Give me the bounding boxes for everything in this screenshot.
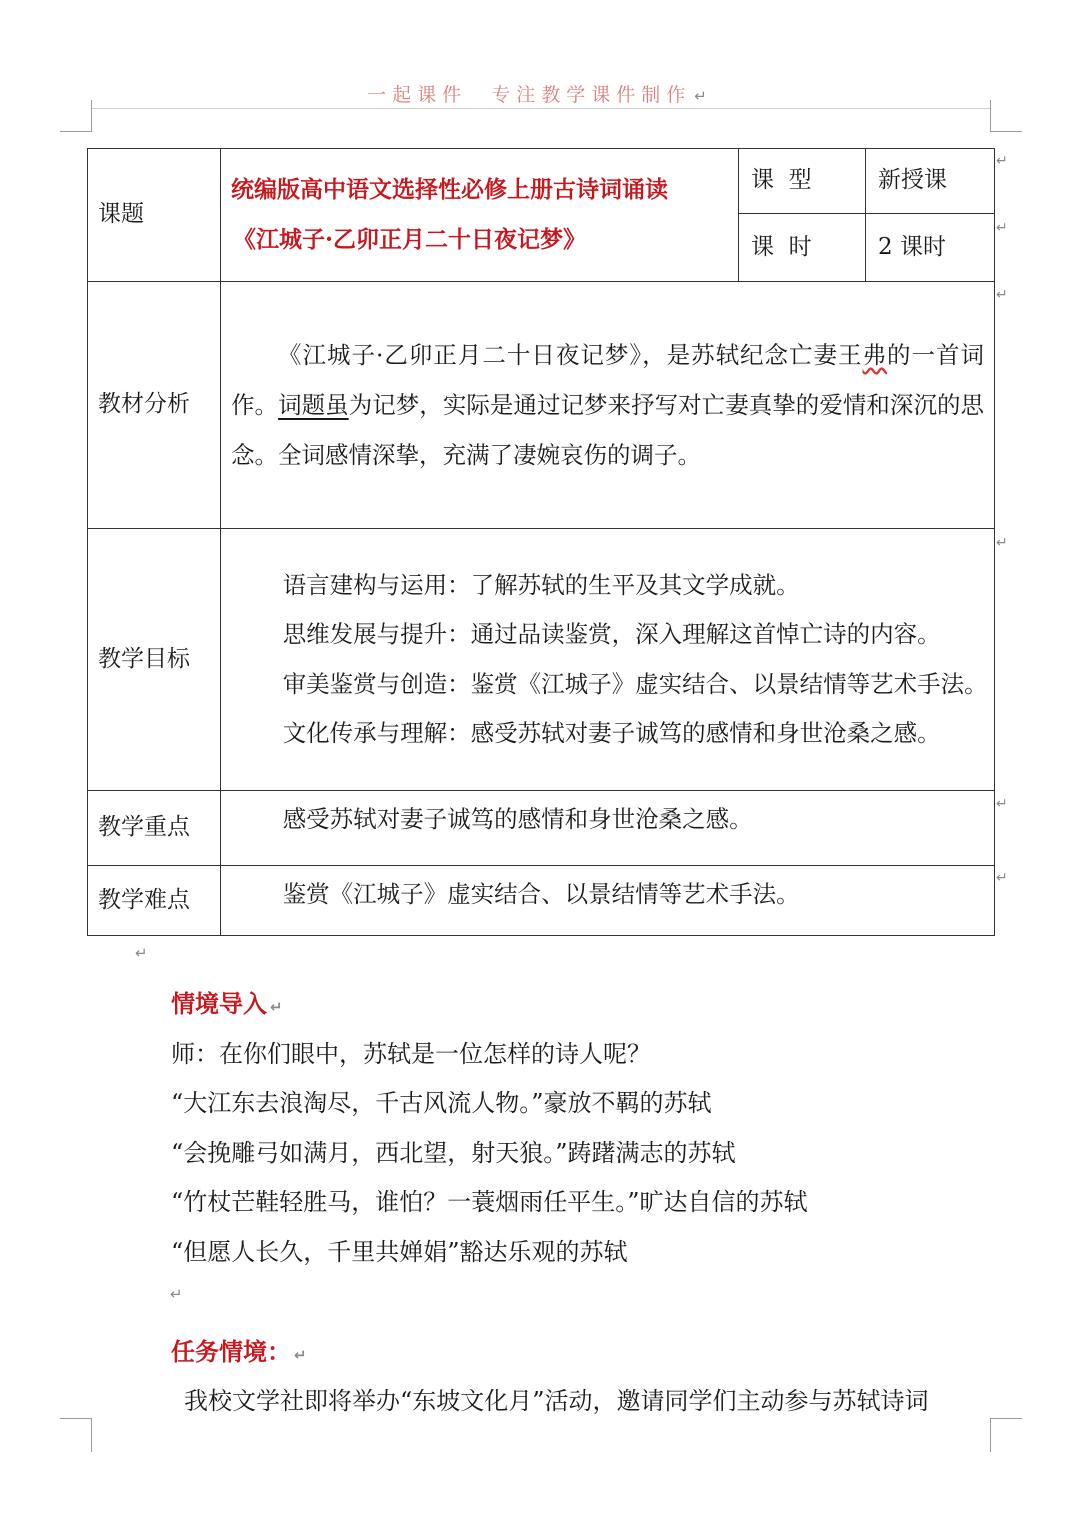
analysis-text-marked: 弗 <box>862 341 888 369</box>
crop-mark-bottom-left-v <box>91 1418 92 1452</box>
intro-line: “大江东去浪淘尽，千古风流人物。”豪放不羁的苏轼 <box>171 1089 712 1117</box>
paragraph-mark-icon: ↵ <box>270 998 283 1016</box>
page-header <box>0 80 1080 107</box>
analysis-text-underlined: 词题虽 <box>278 391 349 419</box>
difficulty-text-cell <box>221 866 995 936</box>
intro-line: “会挽雕弓如满月，西北望，射天狼。”踌躇满志的苏轼 <box>171 1139 736 1167</box>
difficulty-label: 教学难点 <box>98 886 190 913</box>
hours-value-cell <box>866 214 995 282</box>
intro-line: “但愿人长久，千里共婵娟”豁达乐观的苏轼 <box>171 1238 628 1266</box>
analysis-text-part: 的一首词作。 <box>231 341 985 419</box>
hours-label: 课 时 <box>751 233 812 260</box>
type-label-cell <box>739 149 866 214</box>
hours-value: 2 课时 <box>878 233 946 260</box>
intro-line: 师：在你们眼中，苏轼是一位怎样的诗人呢？ <box>171 1040 651 1068</box>
section-heading-task <box>171 1332 307 1367</box>
topic-title-cell <box>221 149 739 282</box>
goals-list <box>221 561 994 759</box>
difficulty-label-cell <box>88 866 221 936</box>
goal-item: 语言建构与运用：了解苏轼的生平及其文学成就。 <box>282 570 800 599</box>
goal-item: 审美鉴赏与创造：鉴赏《江城子》虚实结合、以景结情等艺术手法。 <box>282 669 988 698</box>
paragraph-mark-icon: ↵ <box>294 1346 307 1364</box>
crop-mark-bottom-left-h <box>60 1418 92 1419</box>
key-point-text-cell <box>221 791 995 866</box>
analysis-label-cell <box>88 282 221 529</box>
type-label: 课 型 <box>751 167 812 194</box>
section-heading-intro <box>171 984 283 1019</box>
goals-text-cell <box>221 529 995 791</box>
section-heading-text: 情境导入 <box>171 989 267 1018</box>
paragraph-mark-icon: ↵ <box>135 944 148 962</box>
paragraph-mark-icon: ↵ <box>996 153 1008 169</box>
crop-mark-top-right-h <box>990 131 1022 132</box>
hours-label-cell <box>739 214 866 282</box>
topic-label: 课题 <box>98 201 144 228</box>
analysis-text-cell <box>221 282 995 529</box>
intro-line: “竹杖芒鞋轻胜马，谁怕？一蓑烟雨任平生。”旷达自信的苏轼 <box>171 1188 808 1216</box>
key-point-text: 感受苏轼对妻子诚笃的感情和身世沧桑之感。 <box>282 805 753 833</box>
paragraph-mark-icon: ↵ <box>694 87 713 105</box>
paragraph-mark-icon: ↵ <box>996 220 1008 236</box>
goal-item: 文化传承与理解：感受苏轼对妻子诚笃的感情和身世沧桑之感。 <box>282 719 941 747</box>
task-line: 我校文学社即将举办“东坡文化月”活动，邀请同学们主动参与苏轼诗词 <box>184 1387 929 1415</box>
analysis-text-part: 《江城子·乙卯正月二十日夜记梦》，是苏轼纪念亡妻王 <box>278 341 863 369</box>
topic-title-line1: 统编版高中语文选择性必修上册古诗词诵读 <box>231 176 668 203</box>
key-point-label: 教学重点 <box>98 814 190 841</box>
analysis-text <box>221 330 994 480</box>
header-rule <box>92 108 990 109</box>
analysis-text-part: 为记梦，实际是通过记梦来抒写对亡妻真挚的爱情和深沉的思念。全词感情深挚，充满了凄婉哀伤的调子。 <box>231 391 985 469</box>
crop-mark-bottom-right-h <box>990 1418 1022 1419</box>
analysis-label: 教材分析 <box>98 391 190 418</box>
difficulty-text: 鉴赏《江城子》虚实结合、以景结情等艺术手法。 <box>282 880 800 908</box>
paragraph-mark-icon: ↵ <box>996 535 1008 551</box>
paragraph-mark-icon: ↵ <box>996 796 1008 812</box>
goals-label-cell <box>88 529 221 791</box>
key-point-label-cell <box>88 791 221 866</box>
goal-item: 思维发展与提升：通过品读鉴赏，深入理解这首悼亡诗的内容。 <box>282 620 941 648</box>
paragraph-mark-icon: ↵ <box>996 870 1008 886</box>
goals-label: 教学目标 <box>98 645 190 672</box>
type-value: 新授课 <box>878 167 947 194</box>
topic-label-cell <box>88 149 221 282</box>
paragraph-mark-icon: ↵ <box>996 287 1008 303</box>
section-heading-text: 任务情境： <box>171 1337 291 1366</box>
crop-mark-top-left-h <box>60 131 92 132</box>
topic-title-line2: 《江城子·乙卯正月二十日夜记梦》 <box>233 226 587 253</box>
paragraph-mark-icon: ↵ <box>170 1285 183 1303</box>
crop-mark-bottom-right-v <box>990 1418 991 1452</box>
header-text: 一起课件 专注教学课件制作 <box>367 84 692 106</box>
type-value-cell <box>866 149 995 214</box>
lesson-plan-table <box>87 148 995 936</box>
